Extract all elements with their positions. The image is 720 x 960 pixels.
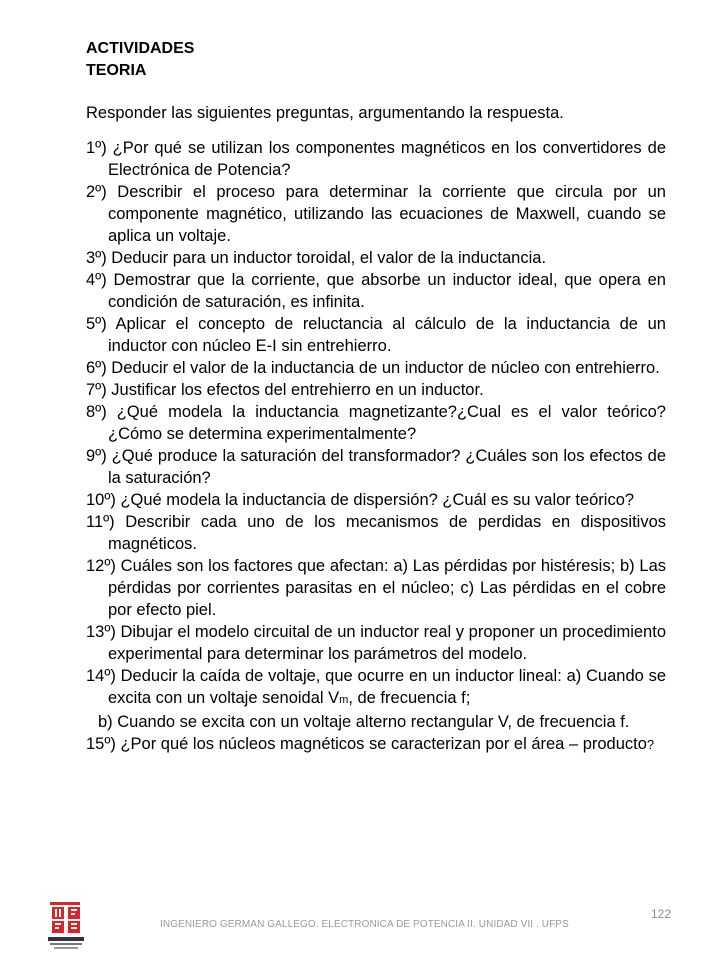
question-10: 10º) ¿Qué modela la inductancia de dispersión? ¿Cuál es su valor teórico? [86,491,635,509]
question-12: 12º) Cuáles son los factores que afectan: a) Las pérdidas por histéresis; b) Las pérdidas por corrientes parasitas en el núcleo; c) Las pérdidas en el cobre por efecto piel. [86,557,666,619]
question-3: 3º) Deducir para un inductor toroidal, el valor de la inductancia. [86,249,547,267]
question-14-text: 14º) Deducir la caída de voltaje, que ocurre en un inductor lineal: a) Cuando se excita con un voltaje senoidal V [86,667,666,707]
question-11: 11º) Describir cada uno de los mecanismos de perdidas en dispositivos magnéticos. [86,513,666,553]
page-number: 122 [651,907,672,921]
question-13: 13º) Dibujar el modelo circuital de un inductor real y proponer un procedimiento experimental para determinar los parámetros del modelo. [86,623,666,663]
question-4: 4º) Demostrar que la corriente, que absorbe un inductor ideal, que opera en condición de saturación, es infinita. [86,271,666,311]
question-14-subscript: m [339,694,349,706]
question-6: 6º) Deducir el valor de la inductancia de un inductor de núcleo con entrehierro. [86,359,660,377]
question-list [86,137,666,756]
heading-theory: TEORIA [86,62,147,79]
question-1: 1º) ¿Por qué se utilizan los componentes magnéticos en los convertidores de Electrónica de Potencia? [86,139,666,179]
question-9: 9º) ¿Qué produce la saturación del transformador? ¿Cuáles son los efectos de la saturación? [86,447,666,487]
document-body [86,38,666,756]
question-15-text: 15º) ¿Por qué los núcleos magnéticos se caracterizan por el área – producto [86,735,647,753]
question-14-text-end: , de frecuencia f; [348,689,471,707]
footer-caption: INGENIERO GERMAN GALLEGO. ELECTRONICA DE POTENCIA II. UNIDAD VII . UFPS [160,919,569,930]
question-7: 7º) Justificar los efectos del entrehierro en un inductor. [86,381,484,399]
question-15 [86,733,666,756]
question-2: 2º) Describir el proceso para determinar la corriente que circula por un componente magnético, utilizando las ecuaciones de Maxwell, cuando se aplica un voltaje. [86,183,666,245]
instructions: Responder las siguientes preguntas, argumentando la respuesta. [86,104,564,122]
question-14 [86,665,666,711]
question-14-part-b: b) Cuando se excita con un voltaje alterno rectangular V, de frecuencia f. [98,713,630,731]
question-15-mark: ? [646,737,655,752]
question-5: 5º) Aplicar el concepto de reluctancia al cálculo de la inductancia de un inductor con núcleo E-I sin entrehierro. [86,315,666,355]
heading-activities: ACTIVIDADES [86,40,195,57]
ufps-logo-icon [44,900,88,952]
question-8: 8º) ¿Qué modela la inductancia magnetizante?¿Cual es el valor teórico? ¿Cómo se determina experimentalmente? [86,403,666,443]
